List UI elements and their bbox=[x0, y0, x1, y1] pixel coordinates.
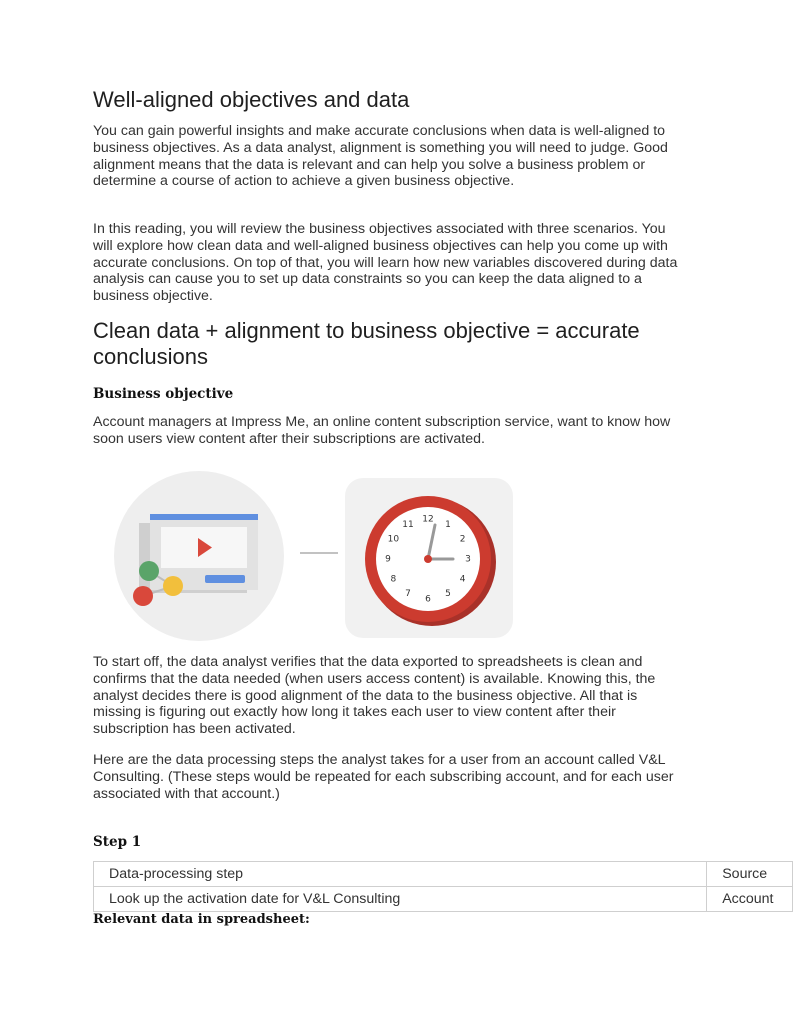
clock-number-12: 12 bbox=[422, 514, 434, 525]
business-objective-text: Account managers at Impress Me, an online content subscription service, want to know how soon users view content after their subscriptions are activated. bbox=[93, 414, 671, 447]
clock-number-11: 11 bbox=[402, 519, 414, 530]
table-row bbox=[94, 887, 793, 912]
relevant-data-label: Relevant data in spreadsheet: bbox=[93, 912, 310, 927]
clock-number-9: 9 bbox=[385, 554, 391, 565]
clock-number-7: 7 bbox=[405, 589, 411, 600]
analysis-paragraph: To start off, the data analyst verifies that the data exported to spreadsheets is clean and confirms that the data needed (when users access content) is available. Knowing this, the analyst decides there is good alignment of the data to the business objective. All that is missing is figuring out exactly how long it takes each user to view content after their subscription has been activated. bbox=[93, 654, 656, 738]
intro-paragraph-1: You can gain powerful insights and make accurate conclusions when data is well-aligned to business objectives. As a data analyst, alignment is something you will need to judge. Good alignment means that the data is relevant and can help you solve a business problem or determine a course of action to achieve a given business objective. bbox=[93, 123, 668, 190]
intro-paragraph-2: In this reading, you will review the business objectives associated with three scenarios. You will explore how clean data and well-aligned business objectives can help you come up with accurate conclusions. On top of that, you will learn how new variables discovered during data analysis can cause you to set up data constraints so you can keep the data aligned to a business objective. bbox=[93, 221, 678, 305]
clock-number-5: 5 bbox=[445, 589, 451, 600]
business-objective-label: Business objective bbox=[93, 386, 234, 402]
clock-number-10: 10 bbox=[387, 534, 400, 545]
section-heading: Clean data + alignment to business objective = accurate conclusions bbox=[93, 318, 640, 369]
clock-number-1: 1 bbox=[445, 519, 451, 530]
step-table bbox=[93, 861, 793, 912]
table-header-cell: Data-processing step bbox=[94, 862, 707, 887]
table-cell: Look up the activation date for V&L Consulting bbox=[94, 887, 707, 912]
table-cell: Account bbox=[707, 887, 793, 912]
table-header-row bbox=[94, 862, 793, 887]
clock-number-8: 8 bbox=[390, 574, 397, 585]
subscription-timing-illustration bbox=[93, 468, 673, 643]
step-label: Step 1 bbox=[93, 834, 142, 850]
clock-number-3: 3 bbox=[465, 554, 471, 565]
processing-steps-paragraph: Here are the data processing steps the analyst takes for a user from an account called V&L Consulting. (These steps would be repeated for each subscribing account, and for each user associated with that account.) bbox=[93, 752, 674, 802]
clock-number-4: 4 bbox=[459, 574, 466, 585]
wall-clock-icon bbox=[345, 478, 513, 638]
clock-number-6: 6 bbox=[425, 594, 431, 605]
video-player-icon bbox=[114, 471, 284, 641]
clock-number-2: 2 bbox=[459, 534, 466, 545]
table-header-cell: Source bbox=[707, 862, 793, 887]
page-title: Well-aligned objectives and data bbox=[93, 87, 410, 112]
